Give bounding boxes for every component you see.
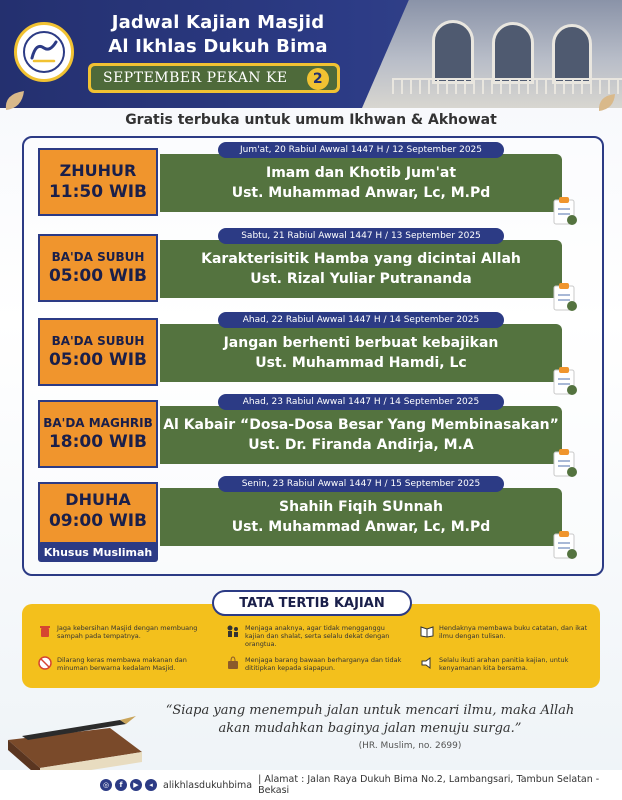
hadith-source: (HR. Muslim, no. 2699) <box>358 741 462 751</box>
telegram-icon[interactable]: ◂ <box>145 779 157 791</box>
family-icon <box>226 624 240 638</box>
time-box <box>38 148 158 216</box>
leaf-decoration-icon <box>2 88 28 114</box>
schedule-row <box>38 315 570 386</box>
rule-text: Hendaknya membawa buku catatan, dan ikat ilmu dengan tulisan. <box>439 624 588 640</box>
rules-title: TATA TERTIB KAJIAN <box>212 590 412 616</box>
audience-subtitle: Gratis terbuka untuk umum Ikhwan & Akhowat <box>125 112 497 128</box>
session-topic: Karakterisitik Hamba yang dicintai Allah <box>201 251 521 267</box>
facebook-icon[interactable]: f <box>115 779 127 791</box>
social-handle[interactable]: alikhlasdukuhbima <box>163 779 253 791</box>
week-label: SEPTEMBER PEKAN KE <box>103 70 288 86</box>
session-topic: Jangan berhenti berbuat kebajikan <box>223 335 499 351</box>
mosque-building-image <box>362 0 622 108</box>
footer <box>0 770 622 800</box>
prayer-time-label: BA'DA MAGHRIB <box>43 416 153 430</box>
clipboard-icon <box>552 448 578 478</box>
rule-item <box>226 656 406 672</box>
clipboard-icon <box>552 366 578 396</box>
rule-text: Menjaga barang bawaan berharganya dan tidak dititipkan kepada siapapun. <box>245 656 402 672</box>
session-date: Senin, 23 Rabiul Awwal 1447 H / 15 September 2025 <box>218 476 504 492</box>
schedule-row <box>38 145 570 216</box>
rule-text: Jaga kebersihan Masjid dengan membuang sampah pada tempatnya. <box>57 624 198 640</box>
rule-item <box>226 624 406 648</box>
schedule-row <box>38 397 570 468</box>
page-title-line1: Jadwal Kajian Masjid <box>111 12 325 33</box>
schedule-row <box>38 231 570 302</box>
schedule-row <box>38 479 570 559</box>
leaf-decoration-icon <box>596 92 618 114</box>
rule-item <box>420 656 600 672</box>
session-info <box>160 154 562 212</box>
session-topic: Shahih Fiqih SUnnah <box>279 499 443 515</box>
clipboard-icon <box>552 282 578 312</box>
time-value: 09:00 WIB <box>48 511 148 531</box>
session-date: Sabtu, 21 Rabiul Awwal 1447 H / 13 September 2025 <box>218 228 504 244</box>
bag-icon <box>226 656 240 670</box>
time-box <box>38 400 158 468</box>
time-box <box>38 482 158 550</box>
address-text: | Alamat : Jalan Raya Dukuh Bima No.2, Lambangsari, Tambun Selatan - Bekasi <box>258 774 600 796</box>
clipboard-icon <box>552 530 578 560</box>
time-box <box>38 234 158 302</box>
prayer-time-label: DHUHA <box>65 490 131 509</box>
book-note-icon <box>420 624 434 638</box>
header-banner <box>0 0 622 108</box>
trash-bin-icon <box>38 624 52 638</box>
session-speaker: Ust. Muhammad Hamdi, Lc <box>255 355 467 371</box>
session-date: Jum'at, 20 Rabiul Awwal 1447 H / 12 September 2025 <box>218 142 504 158</box>
week-number: 2 <box>307 68 329 90</box>
rule-item <box>38 624 218 640</box>
rule-item <box>38 656 218 672</box>
muslimah-only-badge: Khusus Muslimah <box>38 542 158 562</box>
session-info <box>160 240 562 298</box>
session-speaker: Ust. Rizal Yuliar Putrananda <box>250 271 472 287</box>
hadith-quote: “Siapa yang menempuh jalan untuk mencari ilmu, maka Allah akan mudahkan baginya jalan menuju surga.” <box>165 703 575 736</box>
session-speaker: Ust. Dr. Firanda Andirja, M.A <box>248 437 474 453</box>
rule-text: Dilarang keras membawa makanan dan minuman berwarna kedalam Masjid. <box>57 656 187 672</box>
session-topic: Imam dan Khotib Jum'at <box>265 165 457 181</box>
social-icons <box>100 779 157 791</box>
youtube-icon[interactable]: ▶ <box>130 779 142 791</box>
prayer-time-label: BA'DA SUBUH <box>51 250 145 264</box>
session-topic: Al Kabair “Dosa-Dosa Besar Yang Membinasakan” <box>163 417 559 433</box>
session-speaker: Ust. Muhammad Anwar, Lc, M.Pd <box>231 519 491 535</box>
session-info <box>160 324 562 382</box>
page-title-line2: Al Ikhlas Dukuh Bima <box>108 36 328 57</box>
session-date: Ahad, 23 Rabiul Awwal 1447 H / 14 September 2025 <box>218 394 504 410</box>
rule-text: Menjaga anaknya, agar tidak mengganggu kajian dan shalat, serta selalu dekat dengan orangtua. <box>245 624 390 648</box>
time-value: 18:00 WIB <box>48 432 148 452</box>
prayer-time-label: BA'DA SUBUH <box>51 334 145 348</box>
clipboard-icon <box>552 196 578 226</box>
rule-item <box>420 624 600 640</box>
no-food-icon <box>38 656 52 670</box>
session-info <box>160 406 562 464</box>
prayer-time-label: ZHUHUR <box>59 161 137 180</box>
week-badge <box>88 63 340 93</box>
time-value: 05:00 WIB <box>48 350 148 370</box>
session-info <box>160 488 562 546</box>
session-speaker: Ust. Muhammad Anwar, Lc, M.Pd <box>231 185 491 201</box>
time-value: 11:50 WIB <box>48 182 148 202</box>
time-value: 05:00 WIB <box>48 266 148 286</box>
time-box <box>38 318 158 386</box>
session-date: Ahad, 22 Rabiul Awwal 1447 H / 14 September 2025 <box>218 312 504 328</box>
instagram-icon[interactable]: ◎ <box>100 779 112 791</box>
rule-text: Selalu ikuti arahan panitia kajian, untuk kenyamanan kita bersama. <box>439 656 569 672</box>
info-speaker-icon <box>420 656 434 670</box>
